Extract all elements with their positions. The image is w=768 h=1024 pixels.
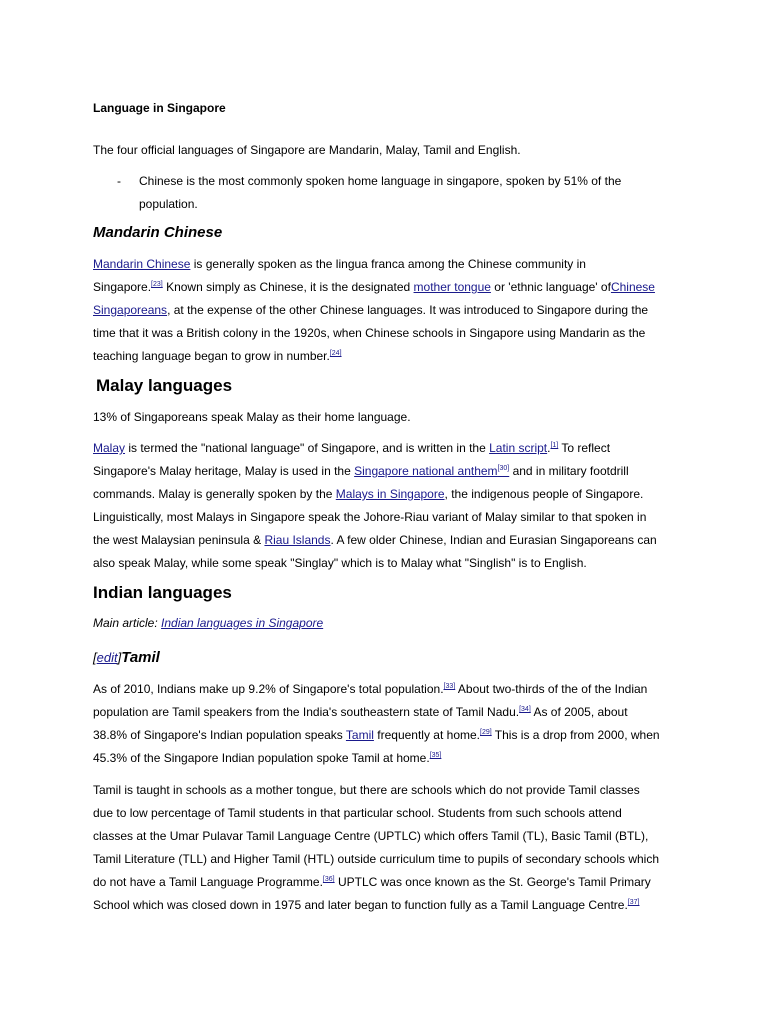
text: . A few older Chinese, Indian and Eurasian Singaporeans can [330, 533, 657, 547]
text: Known simply as Chinese, it is the designated [162, 280, 414, 294]
tamil-paragraph-2 [93, 779, 683, 917]
text: and in military footdrill [509, 464, 629, 478]
text: . [547, 441, 551, 455]
text: Singapore national anthem [354, 464, 498, 478]
main-article-label: Main article: [93, 616, 162, 630]
text: time that it was a British colony in the 1920s, when Chinese schools in Singapore using Mandarin as the [93, 326, 646, 340]
intro-paragraph: The four official languages of Singapore are Mandarin, Malay, Tamil and English. [93, 143, 521, 157]
text: Tamil Literature (TLL) and Higher Tamil (HTL) outside curriculum time to pupils of secondary schools which [93, 852, 660, 866]
link-chinese-singaporeans-cont[interactable]: Singaporeans [93, 303, 168, 317]
text: is termed the "national language" of Singapore, and is written in the [125, 441, 490, 455]
link-malays-in-singapore[interactable]: Malays in Singapore [335, 487, 445, 501]
bracket: [ [93, 650, 97, 665]
edit-section [93, 650, 121, 665]
text: is generally spoken as the lingua franca among the Chinese community in [190, 257, 586, 271]
text: School which was closed down in 1975 and later began to function fully as a Tamil Language Centre. [93, 898, 628, 912]
text: 38.8% of Singapore's Indian population speaks [93, 728, 346, 742]
text: teaching language began to grow in number. [93, 349, 330, 363]
text: To reflect [558, 441, 611, 455]
link-indian-languages-in-singapore[interactable]: Indian languages in Singapore [161, 616, 324, 630]
mandarin-paragraph [93, 253, 683, 368]
link-singapore-national-anthem[interactable] [354, 464, 509, 478]
bracket: ] [117, 650, 122, 665]
text: Linguistically, most Malays in Singapore speak the Johore-Riau variant of Malay similar to that spoken in [93, 510, 647, 524]
text: , at the expense of the other Chinese languages. It was introduced to Singapore during the [167, 303, 649, 317]
text: This is a drop from 2000, when [491, 728, 660, 742]
text: or 'ethnic language' of [490, 280, 611, 294]
ref-29[interactable]: [29] [480, 729, 492, 736]
ref-23[interactable]: [23] [151, 281, 163, 288]
heading-tamil [93, 647, 160, 669]
text: also speak Malay, while some speak "Singlay" which is to Malay what "Singlish" is to English. [93, 556, 587, 570]
bullet-line-2: population. [139, 197, 198, 211]
ref-36[interactable]: [36] [322, 876, 335, 883]
malay-paragraph [93, 437, 683, 575]
text: 45.3% of the Singapore Indian population spoke Tamil at home. [93, 751, 430, 765]
text: Singapore. [93, 280, 152, 294]
heading-tamil-text: Tamil [121, 649, 160, 666]
heading-malay-languages: Malay languages [96, 376, 233, 395]
ref-35[interactable]: [35] [429, 752, 442, 759]
text: classes at the Umar Pulavar Tamil Language Centre (UPTLC) which offers Tamil (TL), Basic Tamil (BTL), [93, 829, 649, 843]
text: As of 2010, Indians make up 9.2% of Singapore's total population. [93, 682, 444, 696]
text: the west Malaysian peninsula & [93, 533, 265, 547]
text: About two-thirds of the of the Indian [455, 682, 648, 696]
text: due to low percentage of Tamil students in that particular school. Students from such schools attend [93, 806, 622, 820]
ref-24[interactable]: [24] [329, 350, 342, 357]
text: do not have a Tamil Language Programme. [93, 875, 323, 889]
heading-mandarin-chinese: Mandarin Chinese [93, 224, 223, 241]
text: frequently at home. [373, 728, 480, 742]
link-mother-tongue[interactable]: mother tongue [413, 280, 491, 294]
ref-30: [30] [497, 465, 510, 472]
text: Singapore's Malay heritage, Malay is used in the [93, 464, 355, 478]
ref-1[interactable]: [1] [550, 442, 559, 449]
bullet-list-item [93, 170, 683, 216]
malay-stat: 13% of Singaporeans speak Malay as their home language. [93, 410, 411, 424]
bullet-text [139, 170, 683, 216]
text: Tamil is taught in schools as a mother tongue, but there are schools which do not provide Tamil classes [93, 783, 640, 797]
text: UPTLC was once known as the St. George's Tamil Primary [334, 875, 651, 889]
tamil-paragraph-1 [93, 678, 683, 770]
link-riau-islands[interactable]: Riau Islands [264, 533, 331, 547]
ref-37[interactable]: [37] [627, 899, 640, 906]
link-mandarin-chinese[interactable]: Mandarin Chinese [93, 257, 191, 271]
text: commands. Malay is generally spoken by the [93, 487, 336, 501]
ref-34[interactable]: [34] [519, 706, 531, 713]
bullet-line-1: Chinese is the most commonly spoken home language in singapore, spoken by 51% of the [139, 174, 622, 188]
page-title: Language in Singapore [93, 101, 226, 115]
link-latin-script[interactable]: Latin script [489, 441, 548, 455]
text: , the indigenous people of Singapore. [444, 487, 644, 501]
heading-indian-languages: Indian languages [93, 583, 232, 602]
bullet-dash: - [117, 174, 121, 188]
link-chinese-singaporeans[interactable]: Chinese [610, 280, 655, 294]
edit-link[interactable]: edit [96, 650, 118, 665]
link-malay[interactable]: Malay [93, 441, 126, 455]
link-tamil[interactable]: Tamil [345, 728, 374, 742]
main-article-note [93, 612, 683, 635]
ref-33[interactable]: [33] [443, 683, 456, 690]
text: As of 2005, about [530, 705, 628, 719]
text: population are Tamil speakers from the India's southeastern state of Tamil Nadu. [93, 705, 520, 719]
